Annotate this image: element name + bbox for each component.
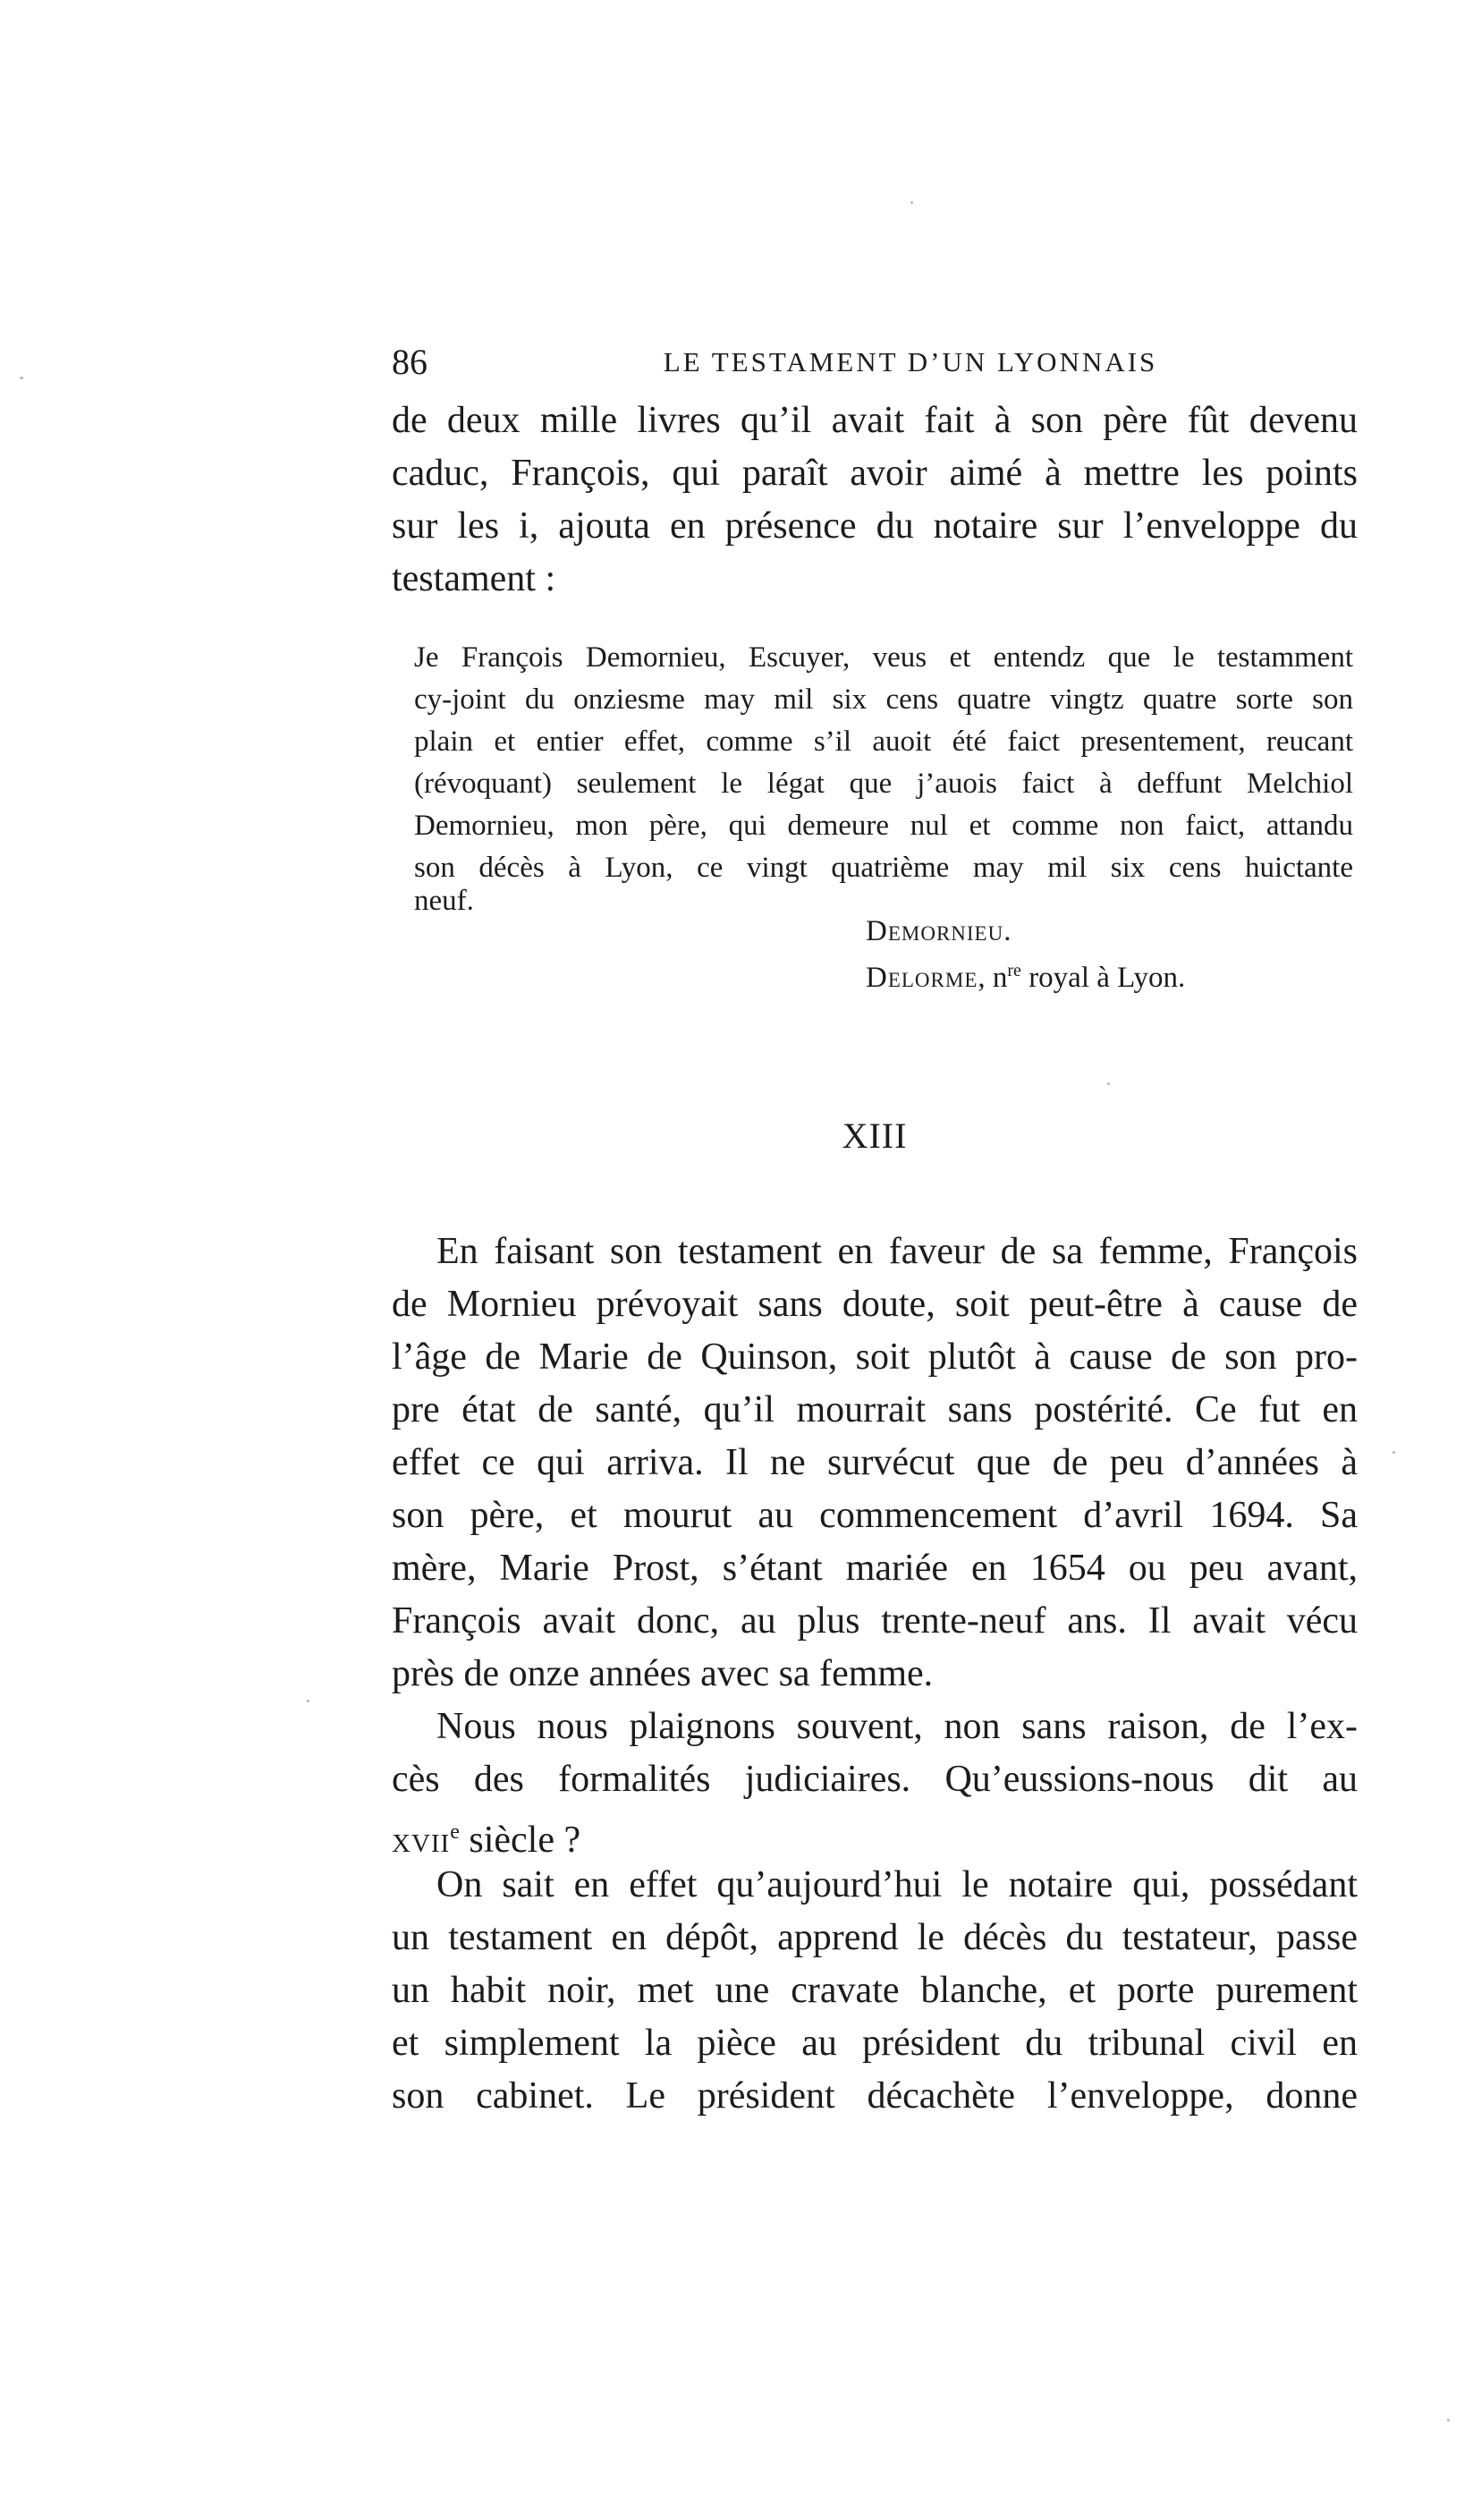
scan-speck [20,377,23,379]
paragraph-line: et simplement la pièce au président du tribunal civil en [392,2023,1358,2064]
page-header [392,335,1358,389]
paragraph-line: son cabinet. Le président décachète l’enveloppe, donne [392,2075,1358,2117]
signature-name: Demornieu. [866,915,1012,947]
paragraph-line: mère, Marie Prost, s’étant mariée en 1654 ou peu avant, [392,1548,1358,1589]
signature-separator: , n [978,962,1008,994]
intro-line: caduc, François, qui paraît avoir aimé à mettre les points [392,453,1358,494]
paragraph-line: François avait donc, au plus trente-neuf ans. Il avait vécu [392,1600,1358,1642]
quotation-line: (révoquant) seulement le légat que j’auois faict à deffunt Melchiol [414,768,1353,800]
paragraph-line: pre état de santé, qu’il mourrait sans postérité. Ce fut en [392,1389,1358,1430]
century-superscript: e [450,1820,460,1844]
signature-name: Delorme [866,962,978,994]
signature-delorme [866,950,1185,999]
scan-speck [307,1700,309,1702]
paragraph-line: l’âge de Marie de Quinson, soit plutôt à cause de son pro- [392,1336,1358,1378]
paragraph-line: un habit noir, met une cravate blanche, et porte purement [392,1970,1358,2011]
quotation-line: plain et entier effet, comme s’il auoit été faict presentement, reucant [414,725,1353,758]
paragraph-line: Nous nous plaignons souvent, non sans raison, de l’ex- [436,1706,1358,1747]
section-title: XIII [842,1116,908,1156]
paragraph-line [392,1806,1358,1861]
quotation-line: son décès à Lyon, ce vingt quatrième may mil six cens huictante [414,852,1353,884]
paragraph-line: un testament en dépôt, apprend le décès du testateur, passe [392,1917,1358,1958]
quotation-line: Je François Demornieu, Escuyer, veus et entendz que le testamment [414,641,1353,674]
scan-speck [1393,1451,1395,1454]
signature-title: royal à Lyon. [1020,962,1186,994]
paragraph-line: effet ce qui arriva. Il ne survécut que de peu d’années à [392,1442,1358,1483]
quotation-line: neuf. [414,885,474,917]
page-number: 86 [392,342,428,382]
scan-speck [1107,1082,1110,1085]
century-numeral: xvii [392,1820,451,1861]
quotation-line: cy-joint du onziesme may mil six cens quatre vingtz quatre sorte son [414,683,1353,716]
paragraph-text: siècle ? [459,1820,581,1861]
paragraph-line: En faisant son testament en faveur de sa femme, François [436,1231,1358,1272]
paragraph-line: de Mornieu prévoyait sans doute, soit peut-être à cause de [392,1284,1358,1325]
paragraph-line: cès des formalités judiciaires. Qu’eussions-nous dit au [392,1759,1358,1800]
paragraph-line: près de onze années avec sa femme. [392,1653,934,1694]
paragraph-line: On sait en effet qu’aujourd’hui le notaire qui, possédant [436,1864,1358,1905]
quotation-line: Demornieu, mon père, qui demeure nul et comme non faict, attandu [414,810,1353,842]
intro-line: testament : [392,558,556,599]
running-title: LE TESTAMENT D’UN LYONNAIS [663,346,1158,378]
intro-line: de deux mille livres qu’il avait fait à son père fût devenu [392,400,1358,441]
scan-speck [910,201,913,204]
signature-superscript: re [1007,961,1021,980]
scan-speck [1447,2419,1450,2422]
intro-line: sur les i, ajouta en présence du notaire sur l’enveloppe du [392,505,1358,547]
paragraph-line: son père, et mourut au commencement d’avril 1694. Sa [392,1495,1358,1536]
signature-demornieu [866,911,1012,953]
